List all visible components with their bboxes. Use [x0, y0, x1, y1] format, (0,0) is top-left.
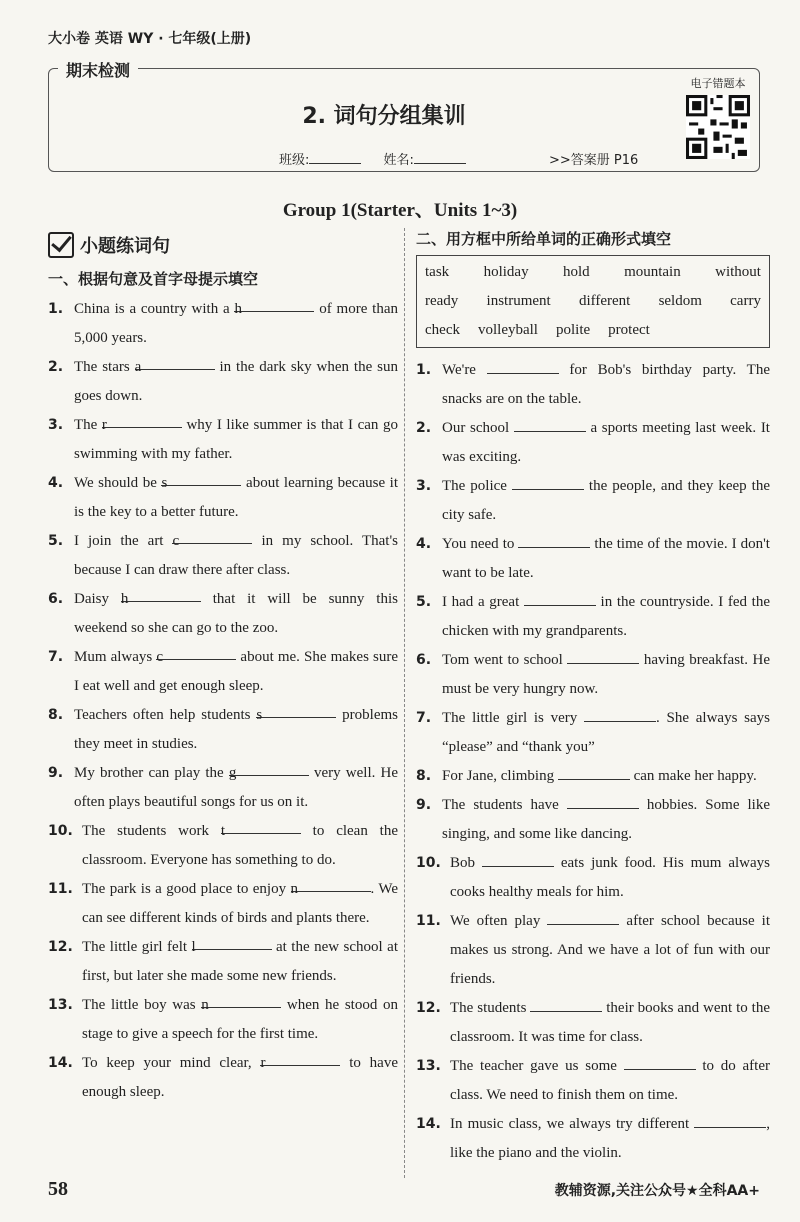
word-bank-word: polite — [555, 322, 591, 338]
word-bank-word: carry — [730, 293, 761, 309]
answer-blank[interactable] — [514, 415, 586, 432]
word-bank-box — [416, 255, 770, 348]
question-number: 1. — [416, 362, 432, 378]
answer-blank[interactable]: h — [234, 295, 314, 312]
question-text: We're for Bob's birthday party. The snacks are on the table. — [442, 356, 770, 414]
answer-blank[interactable] — [694, 1111, 766, 1128]
question-text: The little boy was n when he stood on stage to give a speech for the first time. — [82, 991, 398, 1049]
word-bank-word: volleyball — [477, 322, 538, 338]
question-number: 12. — [416, 1000, 441, 1016]
question-number: 10. — [48, 823, 73, 839]
question-item — [48, 991, 398, 1049]
question-text: The students their books and went to the classroom. It was time for class. — [450, 994, 770, 1052]
question-number: 2. — [48, 359, 64, 375]
question-number: 6. — [48, 591, 64, 607]
student-info — [279, 149, 484, 168]
question-number: 12. — [48, 939, 73, 955]
word-bank-word: task — [425, 264, 450, 280]
question-item — [416, 994, 770, 1052]
question-item — [416, 1110, 770, 1168]
question-text: Bob eats junk food. His mum always cooks healthy meals for him. — [450, 849, 770, 907]
answer-blank[interactable]: a — [135, 353, 215, 370]
header-box — [48, 68, 760, 172]
question-text: The little girl felt l at the new school at first, but later she made some new friends. — [82, 933, 398, 991]
question-item — [416, 646, 770, 704]
question-text: To keep your mind clear, r to have enough sleep. — [82, 1049, 398, 1107]
part-one-heading: 一、根据句意及首字母提示填空 — [48, 270, 259, 288]
question-text: Daisy h that it will be sunny this weekend so she can go to the zoo. — [74, 585, 398, 643]
question-item — [48, 527, 398, 585]
question-text: The stars a in the dark sky when the sun goes down. — [74, 353, 398, 411]
question-number: 8. — [416, 768, 432, 784]
question-text: The teacher gave us some to do after class. We need to finish them on time. — [450, 1052, 770, 1110]
qr-code-icon — [686, 95, 750, 159]
answer-blank[interactable]: n — [201, 991, 281, 1008]
question-text: Mum always c about me. She makes sure I eat well and get enough sleep. — [74, 643, 398, 701]
question-item — [48, 817, 398, 875]
question-item — [416, 849, 770, 907]
answer-blank[interactable]: c — [156, 643, 236, 660]
word-bank-row — [425, 316, 761, 345]
page-number: 58 — [48, 1178, 68, 1200]
question-number: 3. — [416, 478, 432, 494]
question-item — [48, 1049, 398, 1107]
answer-blank[interactable]: s — [256, 701, 336, 718]
answer-blank[interactable] — [547, 908, 619, 925]
answer-blank[interactable]: r — [260, 1049, 340, 1066]
question-item — [416, 907, 770, 994]
question-text: We should be s about learning because it is the key to a better future. — [74, 469, 398, 527]
exam-label: 期末检测 — [58, 58, 138, 81]
question-text: Our school a sports meeting last week. It was exciting. — [442, 414, 770, 472]
question-item — [48, 469, 398, 527]
answer-blank[interactable] — [584, 705, 656, 722]
section-heading — [48, 232, 398, 258]
question-item — [416, 530, 770, 588]
question-text: Tom went to school having breakfast. He must be very hungry now. — [442, 646, 770, 704]
question-item — [416, 791, 770, 849]
page-title: 2. 词句分组集训 — [302, 104, 466, 129]
word-bank-word: check — [425, 322, 460, 338]
answer-blank[interactable]: g — [229, 759, 309, 776]
question-text: We often play after school because it makes us strong. And we have a lot of fun with our friends. — [450, 907, 770, 994]
answer-blank[interactable] — [567, 647, 639, 664]
answer-blank[interactable] — [624, 1053, 696, 1070]
question-item — [48, 759, 398, 817]
answer-blank[interactable]: t — [221, 817, 301, 834]
group-title: Group 1(Starter、Units 1~3) — [282, 200, 518, 221]
question-text: The police the people, and they keep the city safe. — [442, 472, 770, 530]
question-number: 13. — [48, 997, 73, 1013]
qr-code-block[interactable] — [683, 75, 753, 162]
question-number: 13. — [416, 1058, 441, 1074]
question-text: I join the art c in my school. That's because I can draw there after class. — [74, 527, 398, 585]
word-bank-word: instrument — [486, 293, 551, 309]
question-text: For Jane, climbing can make her happy. — [442, 762, 770, 791]
question-number: 11. — [416, 913, 441, 929]
question-number: 2. — [416, 420, 432, 436]
question-number: 10. — [416, 855, 441, 871]
question-number: 5. — [416, 594, 432, 610]
answer-blank[interactable] — [518, 531, 590, 548]
word-bank-word: protect — [608, 322, 650, 338]
question-item — [48, 353, 398, 411]
question-number: 4. — [48, 475, 64, 491]
question-text: The students have hobbies. Some like singing, and some like dancing. — [442, 791, 770, 849]
question-item — [416, 704, 770, 762]
question-text: China is a country with a h of more than 5,000 years. — [74, 295, 398, 353]
question-item — [48, 875, 398, 933]
book-series-title: 大小卷 英语 WY · 七年级(上册) — [48, 31, 252, 47]
word-bank-row — [425, 287, 761, 316]
question-item — [48, 933, 398, 991]
question-text: In music class, we always try different , like the piano and the violin. — [450, 1110, 770, 1168]
section-title: 小题练词句 — [80, 236, 170, 257]
checkmark-icon — [48, 232, 74, 258]
question-item — [416, 472, 770, 530]
part-two-heading: 二、用方框中所给单词的正确形式填空 — [416, 230, 672, 248]
question-number: 14. — [48, 1055, 73, 1071]
question-number: 7. — [48, 649, 64, 665]
answer-blank[interactable]: r — [102, 411, 182, 428]
answer-reference: >>答案册 P16 — [549, 153, 639, 168]
question-number: 1. — [48, 301, 64, 317]
word-bank-word: seldom — [658, 293, 702, 309]
question-text: The park is a good place to enjoy n . We can see different kinds of birds and plants there. — [82, 875, 398, 933]
question-number: 6. — [416, 652, 432, 668]
question-number: 9. — [48, 765, 64, 781]
word-bank-word: different — [578, 293, 631, 309]
word-bank-word: mountain — [624, 264, 681, 280]
answer-blank[interactable] — [482, 850, 554, 867]
question-number: 7. — [416, 710, 432, 726]
answer-blank[interactable] — [524, 589, 596, 606]
word-bank-word: without — [715, 264, 761, 280]
question-text: Teachers often help students s problems they meet in studies. — [74, 701, 398, 759]
question-number: 5. — [48, 533, 64, 549]
question-text: You need to the time of the movie. I don't want to be late. — [442, 530, 770, 588]
question-item — [416, 588, 770, 646]
question-text: The students work t to clean the classroom. Everyone has something to do. — [82, 817, 398, 875]
answer-blank[interactable] — [512, 473, 584, 490]
question-item — [416, 414, 770, 472]
answer-blank[interactable] — [487, 357, 559, 374]
word-bank-row — [425, 258, 761, 287]
question-text: I had a great in the countryside. I fed the chicken with my grandparents. — [442, 588, 770, 646]
question-number: 9. — [416, 797, 432, 813]
answer-blank[interactable]: c — [172, 527, 252, 544]
class-label: 班级: — [279, 153, 310, 168]
answer-blank[interactable]: s — [161, 469, 241, 486]
word-bank-word: ready — [425, 293, 459, 309]
question-text: The little girl is very . She always says “please” and “thank you” — [442, 704, 770, 762]
answer-blank[interactable]: h — [121, 585, 201, 602]
question-item — [48, 585, 398, 643]
question-number: 3. — [48, 417, 64, 433]
left-column — [48, 232, 398, 1107]
question-text: The r why I like summer is that I can go swimming with my father. — [74, 411, 398, 469]
question-number: 8. — [48, 707, 64, 723]
part-one-questions — [48, 295, 398, 1107]
column-divider — [404, 228, 405, 1178]
word-bank-word: hold — [562, 264, 590, 280]
question-item — [48, 643, 398, 701]
class-field[interactable] — [309, 163, 361, 164]
answer-blank[interactable] — [567, 792, 639, 809]
question-number: 11. — [48, 881, 73, 897]
part-two-questions — [416, 356, 770, 1168]
word-bank-word: holiday — [483, 264, 529, 280]
question-item — [48, 295, 398, 353]
question-item — [416, 762, 770, 791]
question-item — [416, 356, 770, 414]
question-item — [416, 1052, 770, 1110]
name-label: 姓名: — [383, 153, 414, 168]
question-number: 4. — [416, 536, 432, 552]
question-text: My brother can play the g very well. He often plays beautiful songs for us on it. — [74, 759, 398, 817]
question-item — [48, 411, 398, 469]
right-column — [416, 228, 770, 1168]
question-number: 14. — [416, 1116, 441, 1132]
question-item — [48, 701, 398, 759]
answer-blank[interactable]: l — [192, 933, 272, 950]
qr-label: 电子错题本 — [690, 77, 746, 90]
answer-blank[interactable] — [530, 995, 602, 1012]
footer-note: 教辅资源,关注公众号★全科AA+ — [554, 1183, 760, 1199]
name-field[interactable] — [414, 163, 466, 164]
answer-blank[interactable] — [558, 763, 630, 780]
answer-blank[interactable]: n — [291, 875, 371, 892]
